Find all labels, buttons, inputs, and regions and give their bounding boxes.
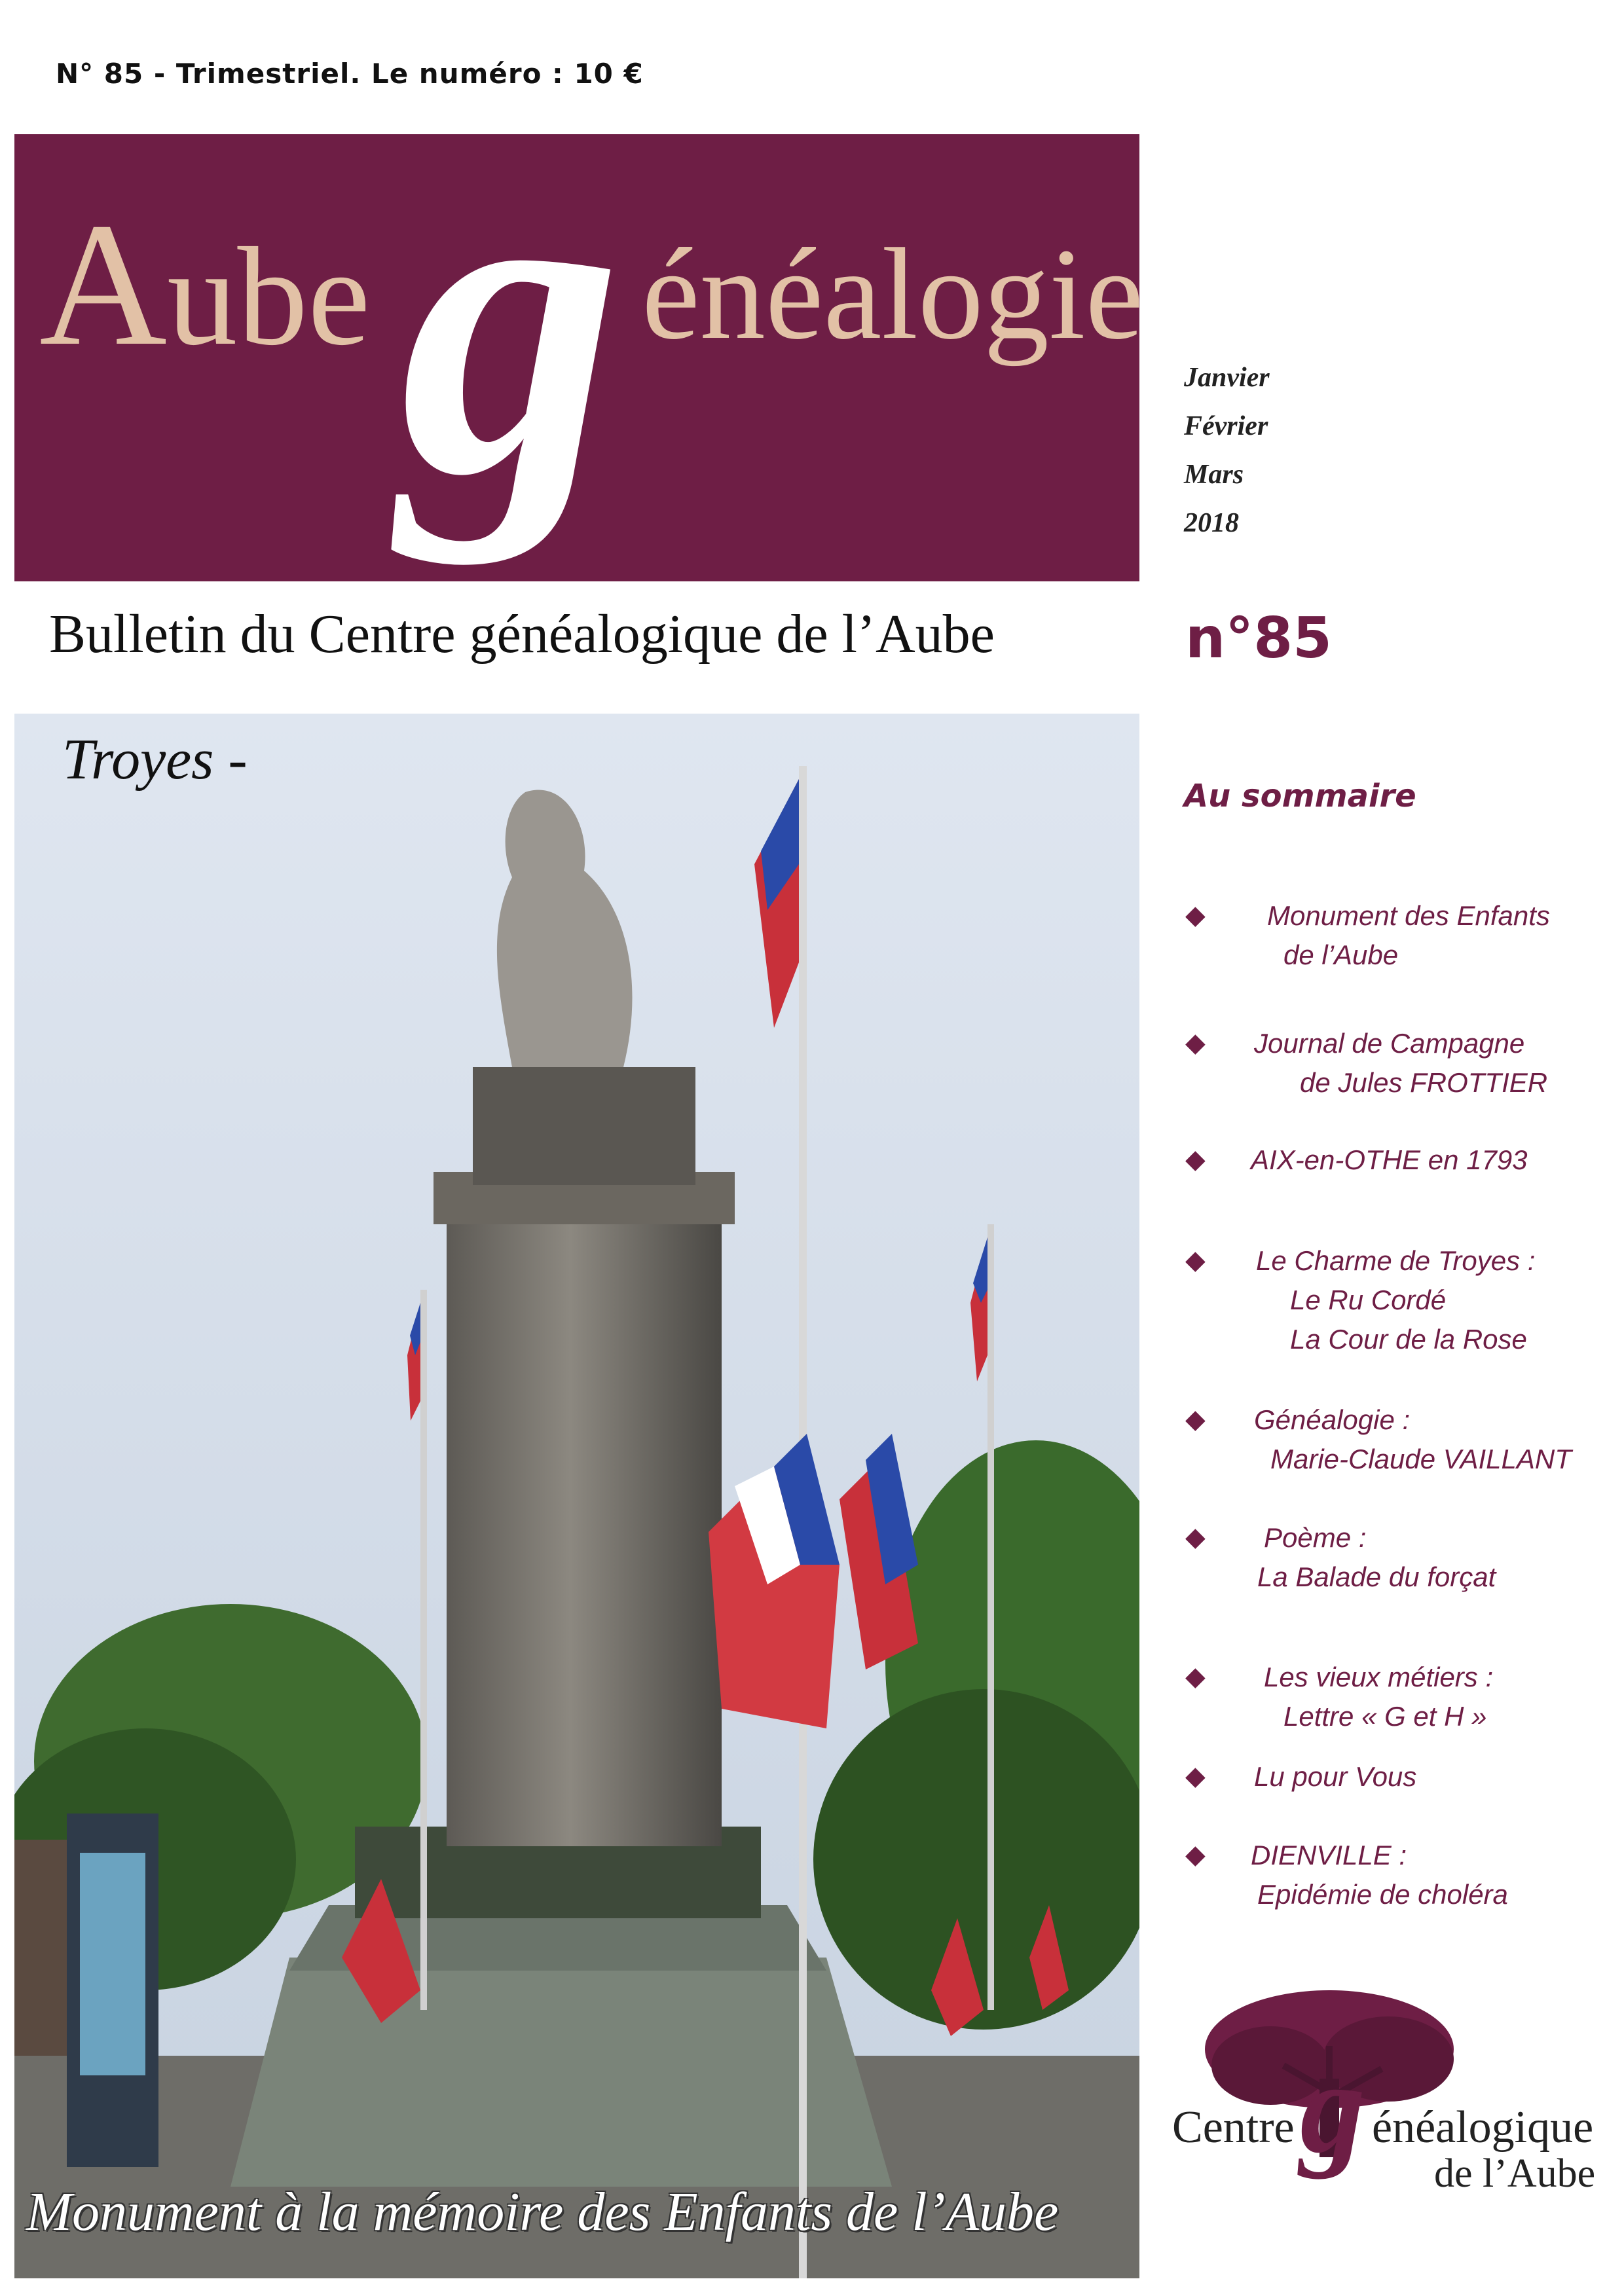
masthead-title-aube-rest: ube	[167, 218, 371, 374]
summary-item-line: Lettre « G et H »	[1283, 1701, 1487, 1732]
summary-item-line: Le Ru Cordé	[1290, 1285, 1447, 1315]
diamond-icon: ◆	[1185, 1762, 1206, 1791]
summary-item-line: AIX-en-OTHE en 1793	[1251, 1144, 1528, 1175]
summary-title: Au sommaire	[1184, 778, 1416, 814]
diamond-icon: ◆	[1185, 1840, 1206, 1869]
date-month-1: Janvier	[1184, 363, 1270, 393]
summary-item-line: de Jules FROTTIER	[1300, 1067, 1548, 1098]
cover-photo	[14, 714, 1139, 2278]
bulletin-subtitle: Bulletin du Centre généalogique de l’Aube	[49, 604, 995, 665]
photo-city-label: Troyes -	[62, 728, 248, 792]
summary-item-line: de l’Aube	[1283, 939, 1399, 970]
date-month-3: Mars	[1184, 460, 1244, 490]
summary-item-line: Marie-Claude VAILLANT	[1270, 1444, 1572, 1474]
masthead-title-g: g	[399, 74, 622, 567]
diamond-icon: ◆	[1185, 1029, 1206, 1057]
diamond-icon: ◆	[1185, 901, 1206, 930]
logo-word-centre: Centre	[1172, 2102, 1295, 2153]
logo-word-genealogique: énéalogique	[1372, 2102, 1594, 2153]
masthead-title-genealogie: énéalogie	[642, 222, 1144, 367]
summary-item-line: Généalogie :	[1254, 1404, 1411, 1435]
masthead-title-aube-cap: A	[39, 187, 167, 382]
summary-item-line: Les vieux métiers :	[1264, 1662, 1494, 1692]
photo-caption: Monument à la mémoire des Enfants de l’Aube	[26, 2181, 1059, 2242]
summary-item-line: Le Charme de Troyes :	[1256, 1245, 1536, 1276]
date-month-2: Février	[1184, 411, 1268, 441]
summary-item-line: La Cour de la Rose	[1290, 1324, 1527, 1355]
monument-photo-illustration	[14, 714, 1139, 2278]
diamond-icon: ◆	[1185, 1405, 1206, 1434]
diamond-icon: ◆	[1185, 1246, 1206, 1275]
summary-item-line: Poème :	[1264, 1522, 1367, 1553]
summary-item-line: Journal de Campagne	[1254, 1028, 1525, 1059]
logo-line-aube: de l’Aube	[1434, 2151, 1596, 2196]
diamond-icon: ◆	[1185, 1523, 1206, 1552]
masthead-title-aube	[39, 187, 371, 382]
diamond-icon: ◆	[1185, 1662, 1206, 1691]
summary-item-line: Lu pour Vous	[1254, 1761, 1417, 1792]
summary-item-line: Monument des Enfants	[1267, 900, 1550, 931]
date-year: 2018	[1184, 508, 1239, 538]
issue-number: n°85	[1185, 606, 1332, 671]
logo-letter-g: g	[1300, 2035, 1365, 2180]
issue-price-line: N° 85 - Trimestriel. Le numéro : 10 €	[56, 58, 644, 90]
issue-dates	[1184, 354, 1270, 547]
summary-item-line: DIENVILLE :	[1251, 1840, 1407, 1870]
summary-item-line: La Balade du forçat	[1257, 1561, 1496, 1592]
summary-item-line: Epidémie de choléra	[1257, 1879, 1508, 1910]
diamond-icon: ◆	[1185, 1145, 1206, 1174]
